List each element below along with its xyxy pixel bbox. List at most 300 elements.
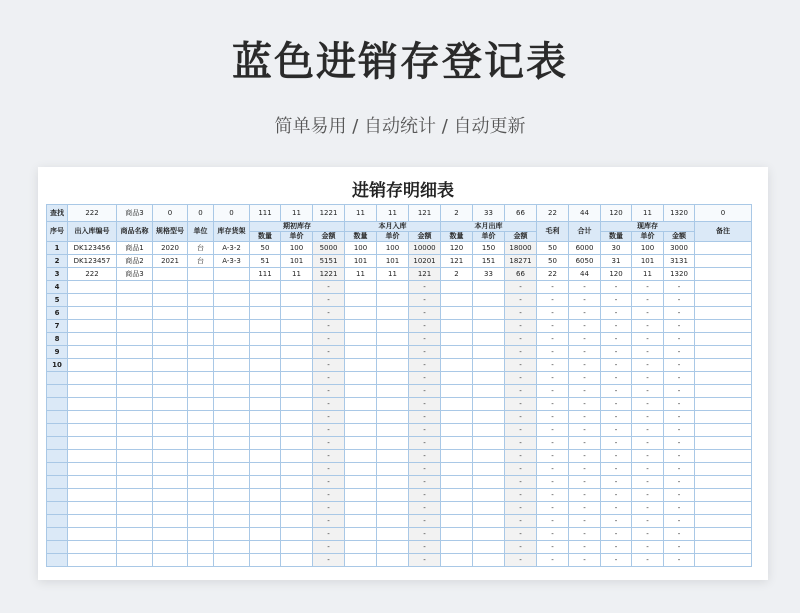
- table-cell[interactable]: [345, 554, 377, 567]
- table-cell[interactable]: [188, 450, 214, 463]
- table-cell[interactable]: -: [409, 359, 441, 372]
- table-cell[interactable]: -: [313, 541, 345, 554]
- table-cell[interactable]: [377, 411, 409, 424]
- table-cell[interactable]: -: [632, 489, 664, 502]
- table-cell[interactable]: [473, 385, 505, 398]
- table-cell[interactable]: -: [313, 320, 345, 333]
- table-cell[interactable]: [250, 450, 281, 463]
- table-cell[interactable]: [214, 489, 250, 502]
- table-cell[interactable]: [695, 489, 752, 502]
- table-cell[interactable]: [345, 437, 377, 450]
- table-cell[interactable]: -: [632, 385, 664, 398]
- table-cell[interactable]: [117, 385, 153, 398]
- table-cell[interactable]: -: [505, 463, 537, 476]
- table-cell[interactable]: -: [409, 437, 441, 450]
- table-cell[interactable]: -: [632, 554, 664, 567]
- table-cell[interactable]: [377, 437, 409, 450]
- search-input-cell[interactable]: 22: [537, 205, 569, 222]
- search-input-cell[interactable]: 11: [632, 205, 664, 222]
- table-cell[interactable]: [214, 515, 250, 528]
- table-cell[interactable]: [695, 281, 752, 294]
- table-cell[interactable]: [214, 450, 250, 463]
- table-cell[interactable]: -: [537, 554, 569, 567]
- table-cell[interactable]: -: [537, 307, 569, 320]
- table-cell[interactable]: [117, 541, 153, 554]
- table-cell[interactable]: [473, 450, 505, 463]
- table-cell[interactable]: [188, 502, 214, 515]
- table-cell[interactable]: [214, 385, 250, 398]
- table-cell[interactable]: [695, 450, 752, 463]
- table-cell[interactable]: [153, 398, 188, 411]
- table-cell[interactable]: -: [313, 294, 345, 307]
- table-cell[interactable]: [68, 528, 117, 541]
- table-cell[interactable]: -: [409, 398, 441, 411]
- table-cell[interactable]: [377, 554, 409, 567]
- table-cell[interactable]: -: [569, 450, 601, 463]
- table-cell[interactable]: -: [664, 294, 695, 307]
- table-cell[interactable]: [695, 255, 752, 268]
- table-cell[interactable]: [473, 346, 505, 359]
- table-cell[interactable]: [214, 528, 250, 541]
- table-cell[interactable]: [153, 359, 188, 372]
- table-cell[interactable]: [695, 398, 752, 411]
- table-cell[interactable]: 111: [250, 268, 281, 281]
- table-cell[interactable]: [281, 359, 313, 372]
- table-cell[interactable]: [281, 437, 313, 450]
- table-cell[interactable]: 11: [345, 268, 377, 281]
- table-cell[interactable]: -: [569, 424, 601, 437]
- table-cell[interactable]: [377, 541, 409, 554]
- table-cell[interactable]: [345, 307, 377, 320]
- table-cell[interactable]: [188, 333, 214, 346]
- table-cell[interactable]: -: [505, 541, 537, 554]
- table-cell[interactable]: [441, 281, 473, 294]
- table-cell[interactable]: [441, 398, 473, 411]
- table-cell[interactable]: [345, 489, 377, 502]
- table-cell[interactable]: [117, 372, 153, 385]
- table-cell[interactable]: 66: [505, 268, 537, 281]
- table-cell[interactable]: [473, 398, 505, 411]
- table-cell[interactable]: [250, 333, 281, 346]
- table-cell[interactable]: -: [313, 515, 345, 528]
- table-cell[interactable]: [281, 307, 313, 320]
- table-cell[interactable]: [117, 320, 153, 333]
- table-cell[interactable]: -: [313, 437, 345, 450]
- table-cell[interactable]: [695, 333, 752, 346]
- table-cell[interactable]: [68, 541, 117, 554]
- table-cell[interactable]: [441, 515, 473, 528]
- table-cell[interactable]: [345, 450, 377, 463]
- table-cell[interactable]: -: [569, 320, 601, 333]
- table-cell[interactable]: [188, 489, 214, 502]
- table-cell[interactable]: [377, 502, 409, 515]
- table-cell[interactable]: [153, 346, 188, 359]
- table-cell[interactable]: [695, 359, 752, 372]
- table-cell[interactable]: -: [409, 294, 441, 307]
- table-cell[interactable]: [117, 398, 153, 411]
- table-cell[interactable]: [214, 463, 250, 476]
- table-cell[interactable]: -: [632, 437, 664, 450]
- table-cell[interactable]: -: [664, 502, 695, 515]
- table-cell[interactable]: -: [632, 372, 664, 385]
- table-cell[interactable]: -: [569, 281, 601, 294]
- table-cell[interactable]: 222: [68, 268, 117, 281]
- table-cell[interactable]: A-3-3: [214, 255, 250, 268]
- search-input-cell[interactable]: 111: [250, 205, 281, 222]
- table-cell[interactable]: -: [569, 359, 601, 372]
- table-cell[interactable]: [214, 541, 250, 554]
- table-cell[interactable]: [695, 424, 752, 437]
- table-cell[interactable]: -: [505, 437, 537, 450]
- table-cell[interactable]: -: [664, 489, 695, 502]
- table-cell[interactable]: [441, 424, 473, 437]
- table-cell[interactable]: -: [409, 372, 441, 385]
- table-cell[interactable]: -: [664, 398, 695, 411]
- table-cell[interactable]: -: [569, 398, 601, 411]
- table-cell[interactable]: [117, 476, 153, 489]
- table-cell[interactable]: -: [664, 463, 695, 476]
- table-cell[interactable]: [250, 307, 281, 320]
- table-cell[interactable]: [345, 424, 377, 437]
- table-cell[interactable]: [250, 515, 281, 528]
- table-cell[interactable]: [441, 450, 473, 463]
- table-cell[interactable]: -: [632, 463, 664, 476]
- table-cell[interactable]: [68, 450, 117, 463]
- table-cell[interactable]: [281, 554, 313, 567]
- table-cell[interactable]: -: [505, 411, 537, 424]
- table-cell[interactable]: 31: [601, 255, 632, 268]
- table-cell[interactable]: [153, 476, 188, 489]
- table-cell[interactable]: -: [664, 411, 695, 424]
- table-cell[interactable]: [250, 528, 281, 541]
- table-cell[interactable]: [153, 385, 188, 398]
- table-cell[interactable]: -: [569, 476, 601, 489]
- table-cell[interactable]: -: [313, 398, 345, 411]
- table-cell[interactable]: [153, 333, 188, 346]
- table-cell[interactable]: [441, 320, 473, 333]
- table-cell[interactable]: [153, 411, 188, 424]
- table-cell[interactable]: [377, 333, 409, 346]
- table-cell[interactable]: [377, 307, 409, 320]
- table-cell[interactable]: [377, 515, 409, 528]
- table-cell[interactable]: -: [409, 502, 441, 515]
- table-cell[interactable]: [117, 450, 153, 463]
- table-cell[interactable]: [473, 411, 505, 424]
- table-cell[interactable]: 101: [281, 255, 313, 268]
- table-cell[interactable]: [153, 294, 188, 307]
- table-cell[interactable]: -: [313, 450, 345, 463]
- table-cell[interactable]: [695, 268, 752, 281]
- table-cell[interactable]: -: [664, 333, 695, 346]
- table-cell[interactable]: [250, 489, 281, 502]
- table-cell[interactable]: [117, 502, 153, 515]
- table-cell[interactable]: -: [664, 424, 695, 437]
- table-cell[interactable]: -: [409, 554, 441, 567]
- table-cell[interactable]: 101: [632, 255, 664, 268]
- table-cell[interactable]: -: [313, 385, 345, 398]
- table-cell[interactable]: 10201: [409, 255, 441, 268]
- table-cell[interactable]: 44: [569, 268, 601, 281]
- table-cell[interactable]: [281, 463, 313, 476]
- table-cell[interactable]: [214, 268, 250, 281]
- table-cell[interactable]: [153, 307, 188, 320]
- table-cell[interactable]: [441, 307, 473, 320]
- table-cell[interactable]: -: [664, 346, 695, 359]
- table-cell[interactable]: [345, 515, 377, 528]
- table-cell[interactable]: [377, 463, 409, 476]
- table-cell[interactable]: [695, 502, 752, 515]
- table-cell[interactable]: -: [409, 476, 441, 489]
- table-cell[interactable]: 100: [632, 242, 664, 255]
- table-cell[interactable]: [214, 424, 250, 437]
- table-cell[interactable]: [117, 463, 153, 476]
- table-cell[interactable]: [281, 528, 313, 541]
- table-cell[interactable]: -: [632, 411, 664, 424]
- table-cell[interactable]: -: [601, 541, 632, 554]
- table-cell[interactable]: [188, 411, 214, 424]
- table-cell[interactable]: [153, 541, 188, 554]
- table-cell[interactable]: [281, 346, 313, 359]
- table-cell[interactable]: [473, 424, 505, 437]
- table-cell[interactable]: 1320: [664, 268, 695, 281]
- table-cell[interactable]: [345, 463, 377, 476]
- table-cell[interactable]: -: [537, 385, 569, 398]
- table-cell[interactable]: -: [569, 385, 601, 398]
- table-cell[interactable]: [281, 281, 313, 294]
- table-cell[interactable]: 101: [377, 255, 409, 268]
- table-cell[interactable]: [377, 294, 409, 307]
- table-cell[interactable]: DK123457: [68, 255, 117, 268]
- table-cell[interactable]: [473, 294, 505, 307]
- table-cell[interactable]: [68, 411, 117, 424]
- table-cell[interactable]: [695, 515, 752, 528]
- table-cell[interactable]: 2: [441, 268, 473, 281]
- table-cell[interactable]: -: [409, 320, 441, 333]
- table-cell[interactable]: -: [505, 502, 537, 515]
- table-cell[interactable]: [441, 554, 473, 567]
- table-cell[interactable]: 120: [601, 268, 632, 281]
- table-cell[interactable]: [68, 294, 117, 307]
- table-cell[interactable]: [441, 437, 473, 450]
- table-cell[interactable]: [473, 320, 505, 333]
- table-cell[interactable]: [214, 307, 250, 320]
- table-cell[interactable]: [377, 489, 409, 502]
- table-cell[interactable]: -: [505, 515, 537, 528]
- table-cell[interactable]: [377, 476, 409, 489]
- table-cell[interactable]: -: [505, 333, 537, 346]
- search-input-cell[interactable]: 66: [505, 205, 537, 222]
- table-cell[interactable]: [250, 385, 281, 398]
- table-cell[interactable]: -: [537, 320, 569, 333]
- table-cell[interactable]: -: [409, 424, 441, 437]
- table-cell[interactable]: -: [409, 489, 441, 502]
- table-cell[interactable]: [473, 489, 505, 502]
- table-cell[interactable]: [345, 398, 377, 411]
- table-cell[interactable]: [117, 346, 153, 359]
- table-cell[interactable]: [441, 489, 473, 502]
- table-cell[interactable]: [281, 333, 313, 346]
- table-cell[interactable]: [214, 320, 250, 333]
- table-cell[interactable]: [153, 281, 188, 294]
- table-cell[interactable]: [695, 411, 752, 424]
- table-cell[interactable]: -: [537, 502, 569, 515]
- table-cell[interactable]: -: [537, 281, 569, 294]
- table-cell[interactable]: -: [632, 320, 664, 333]
- table-cell[interactable]: 11: [377, 268, 409, 281]
- table-cell[interactable]: -: [537, 359, 569, 372]
- table-cell[interactable]: -: [632, 502, 664, 515]
- table-cell[interactable]: [188, 515, 214, 528]
- table-cell[interactable]: [188, 476, 214, 489]
- table-cell[interactable]: [695, 346, 752, 359]
- table-cell[interactable]: 150: [473, 242, 505, 255]
- table-cell[interactable]: [345, 333, 377, 346]
- table-cell[interactable]: [250, 424, 281, 437]
- table-cell[interactable]: [188, 320, 214, 333]
- table-cell[interactable]: [250, 398, 281, 411]
- table-cell[interactable]: [377, 424, 409, 437]
- table-cell[interactable]: -: [537, 515, 569, 528]
- table-cell[interactable]: 151: [473, 255, 505, 268]
- table-cell[interactable]: 台: [188, 242, 214, 255]
- table-cell[interactable]: -: [632, 476, 664, 489]
- table-cell[interactable]: [250, 541, 281, 554]
- table-cell[interactable]: [68, 515, 117, 528]
- search-input-cell[interactable]: 1320: [664, 205, 695, 222]
- table-cell[interactable]: [68, 554, 117, 567]
- table-cell[interactable]: 50: [537, 242, 569, 255]
- table-cell[interactable]: 33: [473, 268, 505, 281]
- table-cell[interactable]: 100: [377, 242, 409, 255]
- table-cell[interactable]: -: [601, 437, 632, 450]
- table-cell[interactable]: -: [632, 398, 664, 411]
- table-cell[interactable]: [281, 476, 313, 489]
- table-cell[interactable]: [117, 554, 153, 567]
- table-cell[interactable]: -: [409, 411, 441, 424]
- table-cell[interactable]: [68, 307, 117, 320]
- table-cell[interactable]: 30: [601, 242, 632, 255]
- table-cell[interactable]: -: [601, 294, 632, 307]
- table-cell[interactable]: [68, 437, 117, 450]
- table-cell[interactable]: [214, 437, 250, 450]
- table-cell[interactable]: [695, 372, 752, 385]
- table-cell[interactable]: [250, 320, 281, 333]
- table-cell[interactable]: -: [409, 385, 441, 398]
- table-cell[interactable]: -: [664, 320, 695, 333]
- table-cell[interactable]: -: [505, 372, 537, 385]
- table-cell[interactable]: [441, 372, 473, 385]
- table-cell[interactable]: -: [601, 372, 632, 385]
- table-cell[interactable]: -: [664, 307, 695, 320]
- table-cell[interactable]: 商品3: [117, 268, 153, 281]
- table-cell[interactable]: 2021: [153, 255, 188, 268]
- table-cell[interactable]: [188, 398, 214, 411]
- table-cell[interactable]: -: [409, 450, 441, 463]
- table-cell[interactable]: 18271: [505, 255, 537, 268]
- table-cell[interactable]: [441, 476, 473, 489]
- table-cell[interactable]: -: [601, 411, 632, 424]
- table-cell[interactable]: -: [601, 502, 632, 515]
- table-cell[interactable]: 50: [537, 255, 569, 268]
- table-cell[interactable]: [473, 528, 505, 541]
- table-cell[interactable]: [345, 281, 377, 294]
- search-input-cell[interactable]: 121: [409, 205, 441, 222]
- table-cell[interactable]: [473, 554, 505, 567]
- table-cell[interactable]: [281, 294, 313, 307]
- search-input-cell[interactable]: 2: [441, 205, 473, 222]
- table-cell[interactable]: 18000: [505, 242, 537, 255]
- search-input-cell[interactable]: 0: [214, 205, 250, 222]
- table-cell[interactable]: [281, 372, 313, 385]
- table-cell[interactable]: [473, 372, 505, 385]
- table-cell[interactable]: [153, 463, 188, 476]
- table-cell[interactable]: 121: [409, 268, 441, 281]
- table-cell[interactable]: [695, 307, 752, 320]
- table-cell[interactable]: -: [601, 489, 632, 502]
- table-cell[interactable]: [377, 320, 409, 333]
- search-input-cell[interactable]: 11: [281, 205, 313, 222]
- search-input-cell[interactable]: 120: [601, 205, 632, 222]
- table-cell[interactable]: [345, 411, 377, 424]
- table-cell[interactable]: [345, 528, 377, 541]
- table-cell[interactable]: [250, 294, 281, 307]
- table-cell[interactable]: 100: [281, 242, 313, 255]
- table-cell[interactable]: [117, 411, 153, 424]
- table-cell[interactable]: [214, 476, 250, 489]
- table-cell[interactable]: [345, 385, 377, 398]
- table-cell[interactable]: [68, 359, 117, 372]
- table-cell[interactable]: -: [537, 476, 569, 489]
- table-cell[interactable]: -: [569, 515, 601, 528]
- table-cell[interactable]: [695, 463, 752, 476]
- table-cell[interactable]: 5000: [313, 242, 345, 255]
- table-cell[interactable]: -: [537, 372, 569, 385]
- table-cell[interactable]: -: [569, 528, 601, 541]
- table-cell[interactable]: -: [601, 385, 632, 398]
- table-cell[interactable]: [695, 554, 752, 567]
- search-input-cell[interactable]: 商品3: [117, 205, 153, 222]
- table-cell[interactable]: -: [632, 307, 664, 320]
- table-cell[interactable]: [68, 463, 117, 476]
- table-cell[interactable]: -: [409, 281, 441, 294]
- table-cell[interactable]: [117, 281, 153, 294]
- table-cell[interactable]: -: [601, 515, 632, 528]
- table-cell[interactable]: -: [505, 476, 537, 489]
- table-cell[interactable]: 6050: [569, 255, 601, 268]
- table-cell[interactable]: 台: [188, 255, 214, 268]
- table-cell[interactable]: [473, 541, 505, 554]
- table-cell[interactable]: 10000: [409, 242, 441, 255]
- search-input-cell[interactable]: 0: [695, 205, 752, 222]
- table-cell[interactable]: -: [505, 450, 537, 463]
- table-cell[interactable]: -: [569, 437, 601, 450]
- table-cell[interactable]: [153, 489, 188, 502]
- table-cell[interactable]: [345, 320, 377, 333]
- table-cell[interactable]: [695, 320, 752, 333]
- table-cell[interactable]: -: [601, 320, 632, 333]
- table-cell[interactable]: [473, 307, 505, 320]
- table-cell[interactable]: -: [537, 450, 569, 463]
- table-cell[interactable]: [250, 372, 281, 385]
- table-cell[interactable]: [345, 541, 377, 554]
- search-input-cell[interactable]: 11: [345, 205, 377, 222]
- table-cell[interactable]: [281, 489, 313, 502]
- table-cell[interactable]: [153, 424, 188, 437]
- table-cell[interactable]: -: [632, 424, 664, 437]
- table-cell[interactable]: -: [505, 424, 537, 437]
- table-cell[interactable]: [214, 294, 250, 307]
- table-cell[interactable]: [153, 515, 188, 528]
